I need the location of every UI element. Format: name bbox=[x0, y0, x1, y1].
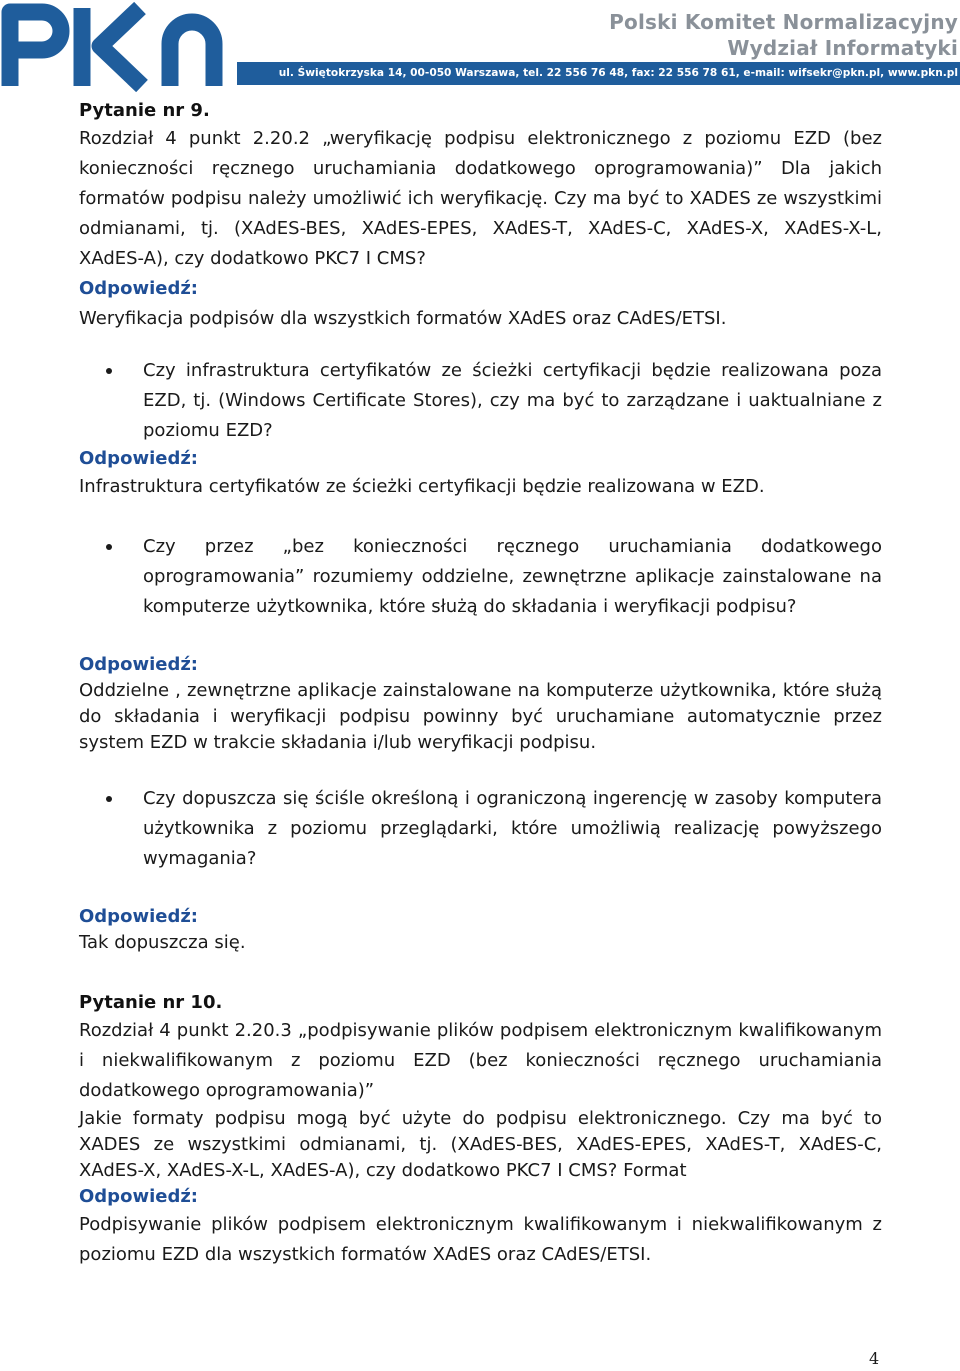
answer-label: Odpowiedź: bbox=[79, 1186, 199, 1207]
bullet-list bbox=[79, 356, 882, 446]
bullet-question: Czy przez „bez konieczności ręcznego uruchamiania dodatkowego oprogramowania” rozumiemy oddzielne, zewnętrzne aplikacje zainstalowane na komputerze użytkownika, które służą do składania i weryfikacji podpisu? bbox=[79, 532, 882, 622]
organization-address: ul. Świętokrzyska 14, 00-050 Warszawa, tel. 22 556 76 48, fax: 22 556 78 61, e-mail: wifsekr@pkn.pl, www.pkn.pl bbox=[278, 67, 958, 79]
bullet-list bbox=[79, 532, 882, 622]
department-name: Wydział Informatyki bbox=[727, 36, 958, 60]
pkn-logo bbox=[0, 0, 230, 92]
question-10-text: Rozdział 4 punkt 2.20.3 „podpisywanie plików podpisem elektronicznym kwalifikowanym i niekwalifikowanym z poziomu EZD (bez konieczności ręcznego uruchamiania dodatkowego oprogramowania)” bbox=[79, 1020, 882, 1101]
answer-text: Infrastruktura certyfikatów ze ścieżki certyfikacji będzie realizowana w EZD. bbox=[79, 476, 765, 497]
question-10-heading: Pytanie nr 10. bbox=[79, 992, 223, 1013]
answer-label: Odpowiedź: bbox=[79, 278, 199, 299]
answer-text: Oddzielne , zewnętrzne aplikacje zainstalowane na komputerze użytkownika, które służą do składania i weryfikacji podpisu powinny być uruchamiane automatycznie przez system EZD w trakcie składania i/lub weryfikacji podpisu. bbox=[79, 680, 882, 753]
bullet-question: Czy dopuszcza się ściśle określoną i ograniczoną ingerencję w zasoby komputera użytkownika z poziomu przeglądarki, które umożliwią realizację powyższego wymagania? bbox=[79, 784, 882, 874]
question-9-text: Rozdział 4 punkt 2.20.2 „weryfikację podpisu elektronicznego z poziomu EZD (bez konieczności ręcznego uruchamiania dodatkowego oprogramowania)” Dla jakich formatów podpisu należy umożliwić ich weryfikację. Czy ma być to XADES ze wszystkimi odmianami, tj. (XAdES-BES, XAdES-EPES, XAdES-T, XAdES-C, XAdES-X, XAdES-X-L, XAdES-A), czy dodatkowo PKC7 I CMS? bbox=[79, 128, 882, 269]
answer-text: Podpisywanie plików podpisem elektronicznym kwalifikowanym i niekwalifikowanym z poziomu EZD dla wszystkich formatów XAdES oraz CAdES/ETSI. bbox=[79, 1214, 882, 1265]
bullet-list bbox=[79, 784, 882, 874]
organization-name: Polski Komitet Normalizacyjny bbox=[609, 10, 958, 34]
question-9-heading: Pytanie nr 9. bbox=[79, 100, 210, 121]
bullet-question: Czy infrastruktura certyfikatów ze ścieżki certyfikacji będzie realizowana poza EZD, tj. (Windows Certificate Stores), czy ma być to zarządzane i uaktualniane z poziomu EZD? bbox=[79, 356, 882, 446]
answer-text: Weryfikacja podpisów dla wszystkich formatów XAdES oraz CAdES/ETSI. bbox=[79, 308, 727, 329]
answer-text: Tak dopuszcza się. bbox=[79, 932, 246, 953]
document-body bbox=[79, 98, 882, 1270]
letterhead bbox=[0, 0, 960, 92]
header-info bbox=[237, 8, 960, 84]
answer-label: Odpowiedź: bbox=[79, 654, 199, 675]
answer-label: Odpowiedź: bbox=[79, 448, 199, 469]
answer-label: Odpowiedź: bbox=[79, 906, 199, 927]
page-number: 4 bbox=[869, 1349, 880, 1368]
question-10-question: Jakie formaty podpisu mogą być użyte do podpisu elektronicznego. Czy ma być to XADES ze wszystkimi odmianami, tj. (XAdES-BES, XAdES-EPES, XAdES-T, XAdES-C, XAdES-X, XAdES-X-L, XAdES-A), czy dodatkowo PKC7 I CMS? Format bbox=[79, 1108, 882, 1181]
